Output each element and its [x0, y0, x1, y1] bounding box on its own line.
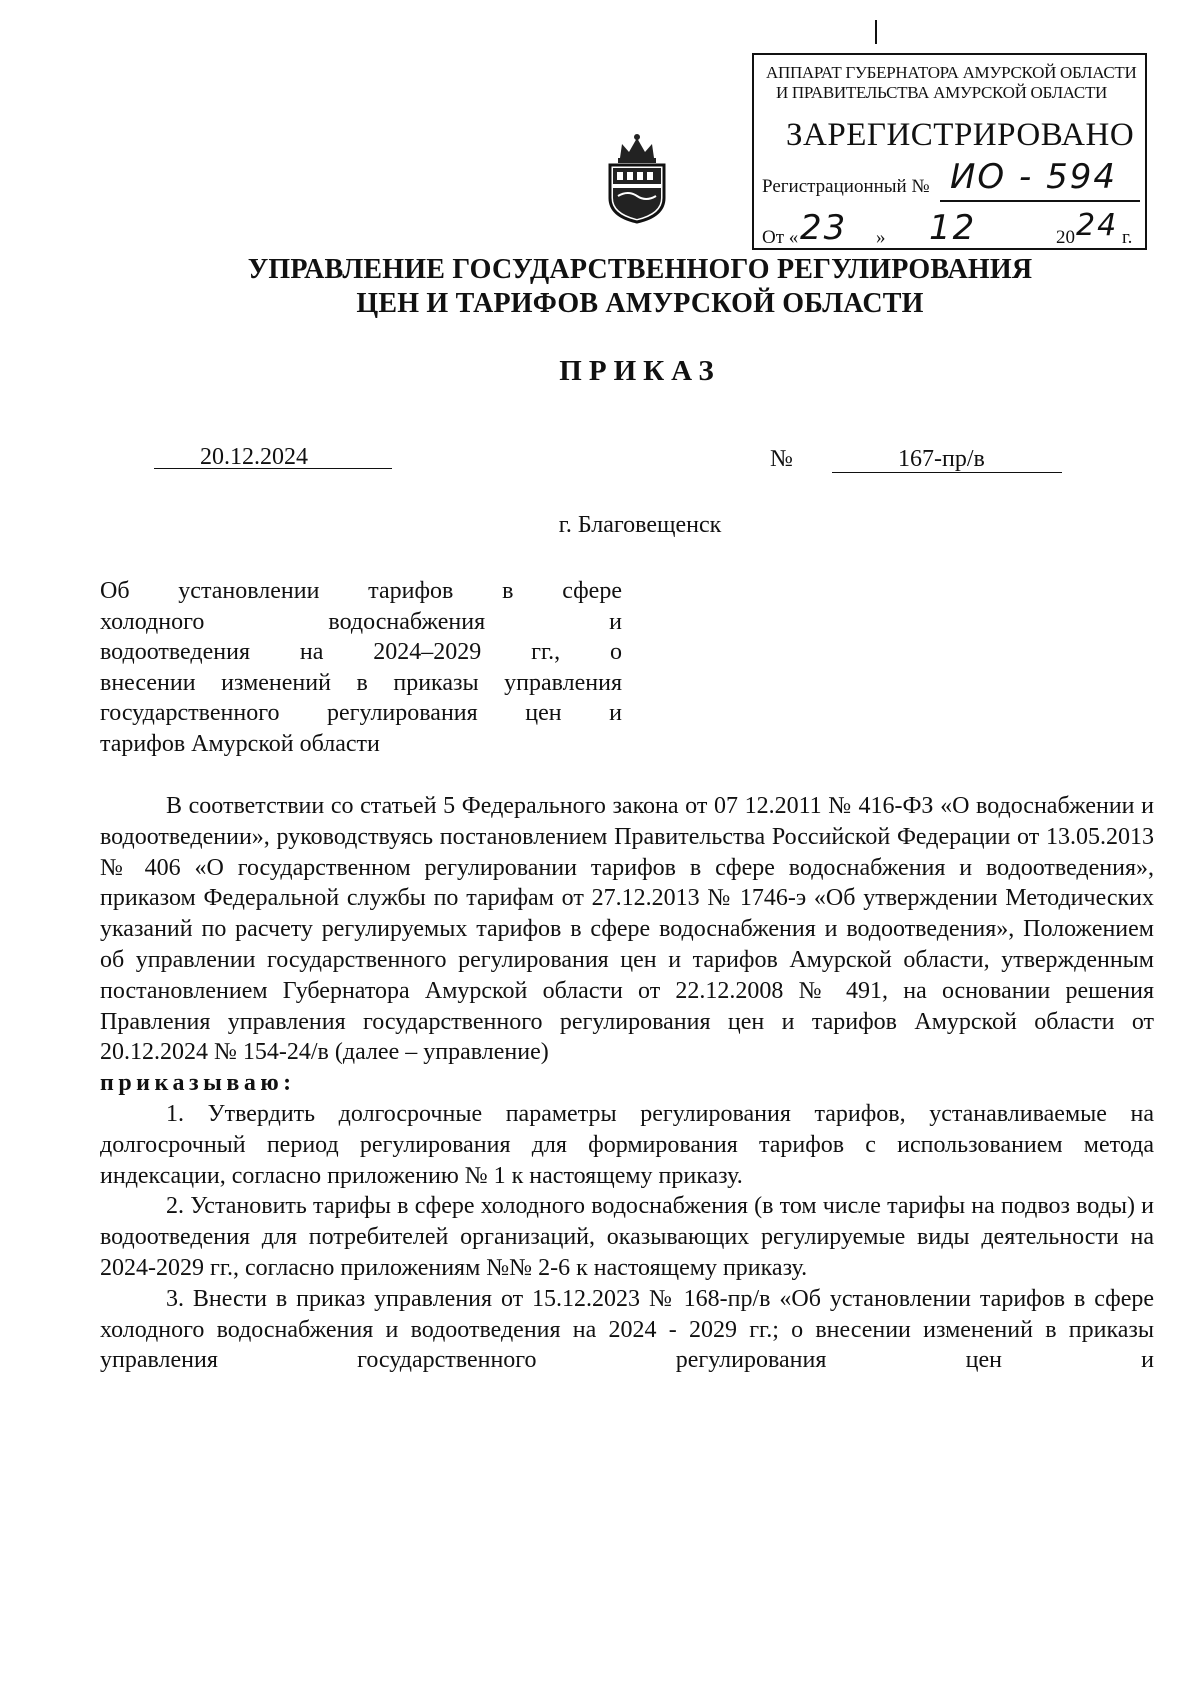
order-number-label: №: [770, 446, 793, 472]
stamp-quote-close: »: [876, 227, 886, 248]
stamp-regno-value: ИО - 594: [950, 157, 1117, 197]
order-subject: [100, 576, 622, 759]
order-number-underline: [832, 472, 1062, 473]
stamp-tick-mark: [875, 20, 877, 44]
stamp-year-underline: [1076, 248, 1120, 250]
amur-region-coat-of-arms-icon: [602, 132, 672, 224]
stamp-year: 24: [1076, 208, 1119, 243]
order-number: 167-пр/в: [898, 446, 985, 472]
subject-line: водоотведения на 2024–2029 гг., о: [100, 639, 622, 665]
org-name-line2: ЦЕН И ТАРИФОВ АМУРСКОЙ ОБЛАСТИ: [356, 288, 924, 319]
stamp-year-suffix: г.: [1122, 227, 1133, 248]
order-date: 20.12.2024: [200, 444, 308, 470]
stamp-month-underline: [896, 248, 1044, 250]
order-date-underline: [154, 468, 392, 469]
order-item-1: 1. Утвердить долгосрочные параметры регулирования тарифов, устанавливаемые на долгосрочный период регулирования для формирования тарифов с использованием метода индексации, согласно приложению № 1 к настоящему приказу.: [100, 1100, 1154, 1189]
subject-line: тарифов Амурской области: [100, 730, 380, 757]
order-body: [100, 791, 1154, 1376]
stamp-day-underline: [798, 248, 876, 250]
subject-line: внесении изменений в приказы управления: [100, 669, 622, 696]
order-item-3: 3. Внести в приказ управления от 15.12.2023 № 168-пр/в «Об установлении тарифов в сфере холодного водоснабжения и водоотведения на 2024 - 2029 гг.; о внесении изменений в приказы управления государственного регулирования цен и: [100, 1285, 1154, 1374]
order-word: приказываю:: [100, 1070, 296, 1097]
stamp-day: 23: [800, 208, 848, 248]
registration-stamp: [752, 53, 1147, 250]
stamp-regno-label: Регистрационный №: [762, 176, 930, 197]
subject-line: государственного регулирования цен и: [100, 700, 622, 726]
stamp-month: 12: [929, 208, 977, 248]
stamp-from-label: От «: [762, 227, 799, 248]
document-type: ПРИКАЗ: [559, 355, 721, 387]
preamble-paragraph: В соответствии со статьей 5 Федерального закона от 07 12.2011 № 416-ФЗ «О водоснабжении и водоотведении», руководствуясь постановлением Правительства Российской Федерации от 13.05.2013 № 406 «О государственном регулировании тарифов в сфере водоснабжения и водоотведения», приказом Федеральной службы по тарифам от 27.12.2013 № 1746-э «Об утверждении Методических указаний по расчету регулируемых тарифов в сфере водоснабжения и водоотведения», Положением об управлении государственного регулирования цен и тарифов Амурской области, утвержденным постановлением Губернатора Амурской области от 22.12.2008 № 491, на основании решения Правления управления государственного регулирования цен и тарифов Амурской области от 20.12.2024 № 154-24/в (далее – управление): [100, 793, 1154, 1066]
city: г. Благовещенск: [558, 512, 722, 538]
stamp-org-line1: АППАРАТ ГУБЕРНАТОРА АМУРСКОЙ ОБЛАСТИ: [766, 63, 1137, 82]
order-item-2: 2. Установить тарифы в сфере холодного водоснабжения (в том числе тарифы на подвоз воды) и водоотведения для потребителей организаций, оказывающих регулируемые виды деятельности на 2024-2029 гг., согласно приложениям №№ 2-6 к настоящему приказу.: [100, 1193, 1154, 1281]
stamp-title: ЗАРЕГИСТРИРОВАНО: [786, 117, 1135, 153]
stamp-regno-underline: [940, 200, 1140, 202]
stamp-org-line2: И ПРАВИТЕЛЬСТВА АМУРСКОЙ ОБЛАСТИ: [776, 83, 1108, 102]
stamp-year-prefix: 20: [1056, 227, 1075, 248]
org-name-line1: УПРАВЛЕНИЕ ГОСУДАРСТВЕННОГО РЕГУЛИРОВАНИЯ: [247, 254, 1033, 285]
subject-line: холодного водоснабжения и: [100, 608, 622, 635]
subject-line: Об установлении тарифов в сфере: [100, 578, 622, 604]
